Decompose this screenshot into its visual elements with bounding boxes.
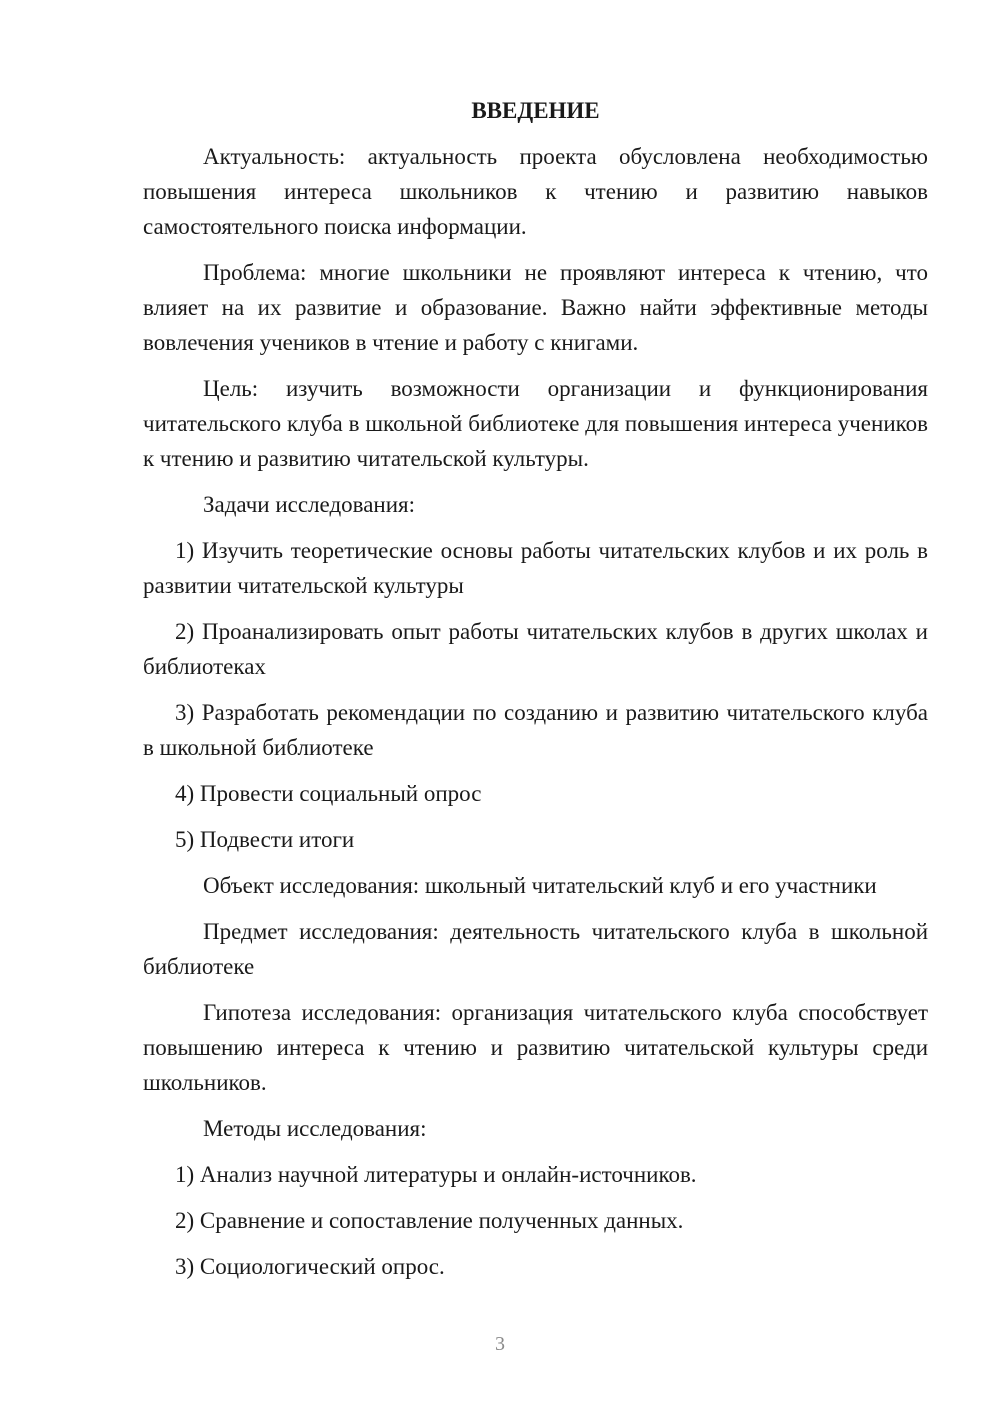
problem-paragraph: Проблема: многие школьники не проявляют интереса к чтению, что влияет на их развитие и образование. Важно найти эффективные методы вовлечения учеников в чтение и работу с книгами. bbox=[143, 260, 928, 355]
method-item: 1) Анализ научной литературы и онлайн-источников. bbox=[175, 1162, 697, 1187]
hypothesis-paragraph: Гипотеза исследования: организация читательского клуба способствует повышению интереса к чтению и развитию читательской культуры среди школьников. bbox=[143, 1000, 928, 1095]
task-item: 4) Провести социальный опрос bbox=[175, 781, 482, 806]
page-number: 3 bbox=[495, 1333, 505, 1355]
method-item: 3) Социологический опрос. bbox=[175, 1254, 445, 1279]
object-paragraph: Объект исследования: школьный читательский клуб и его участники bbox=[203, 873, 877, 898]
goal-paragraph: Цель: изучить возможности организации и функционирования читательского клуба в школьной библиотеке для повышения интереса учеников к чтению и развитию читательской культуры. bbox=[143, 376, 928, 471]
task-item: 5) Подвести итоги bbox=[175, 827, 355, 852]
task-item: 3) Разработать рекомендации по созданию и развитию читательского клуба в школьной библиотеке bbox=[143, 700, 928, 760]
page-content bbox=[143, 93, 928, 1295]
method-item: 2) Сравнение и сопоставление полученных данных. bbox=[175, 1208, 684, 1233]
tasks-heading: Задачи исследования: bbox=[203, 492, 416, 517]
task-item: 1) Изучить теоретические основы работы читательских клубов и их роль в развитии читательской культуры bbox=[143, 538, 928, 598]
methods-heading: Методы исследования: bbox=[203, 1116, 427, 1141]
subject-paragraph: Предмет исследования: деятельность читательского клуба в школьной библиотеке bbox=[143, 919, 928, 979]
relevance-paragraph: Актуальность: актуальность проекта обусловлена необходимостью повышения интереса школьников к чтению и развитию навыков самостоятельного поиска информации. bbox=[143, 144, 928, 239]
section-title: ВВЕДЕНИЕ bbox=[471, 98, 600, 123]
task-item: 2) Проанализировать опыт работы читательских клубов в других школах и библиотеках bbox=[143, 619, 928, 679]
